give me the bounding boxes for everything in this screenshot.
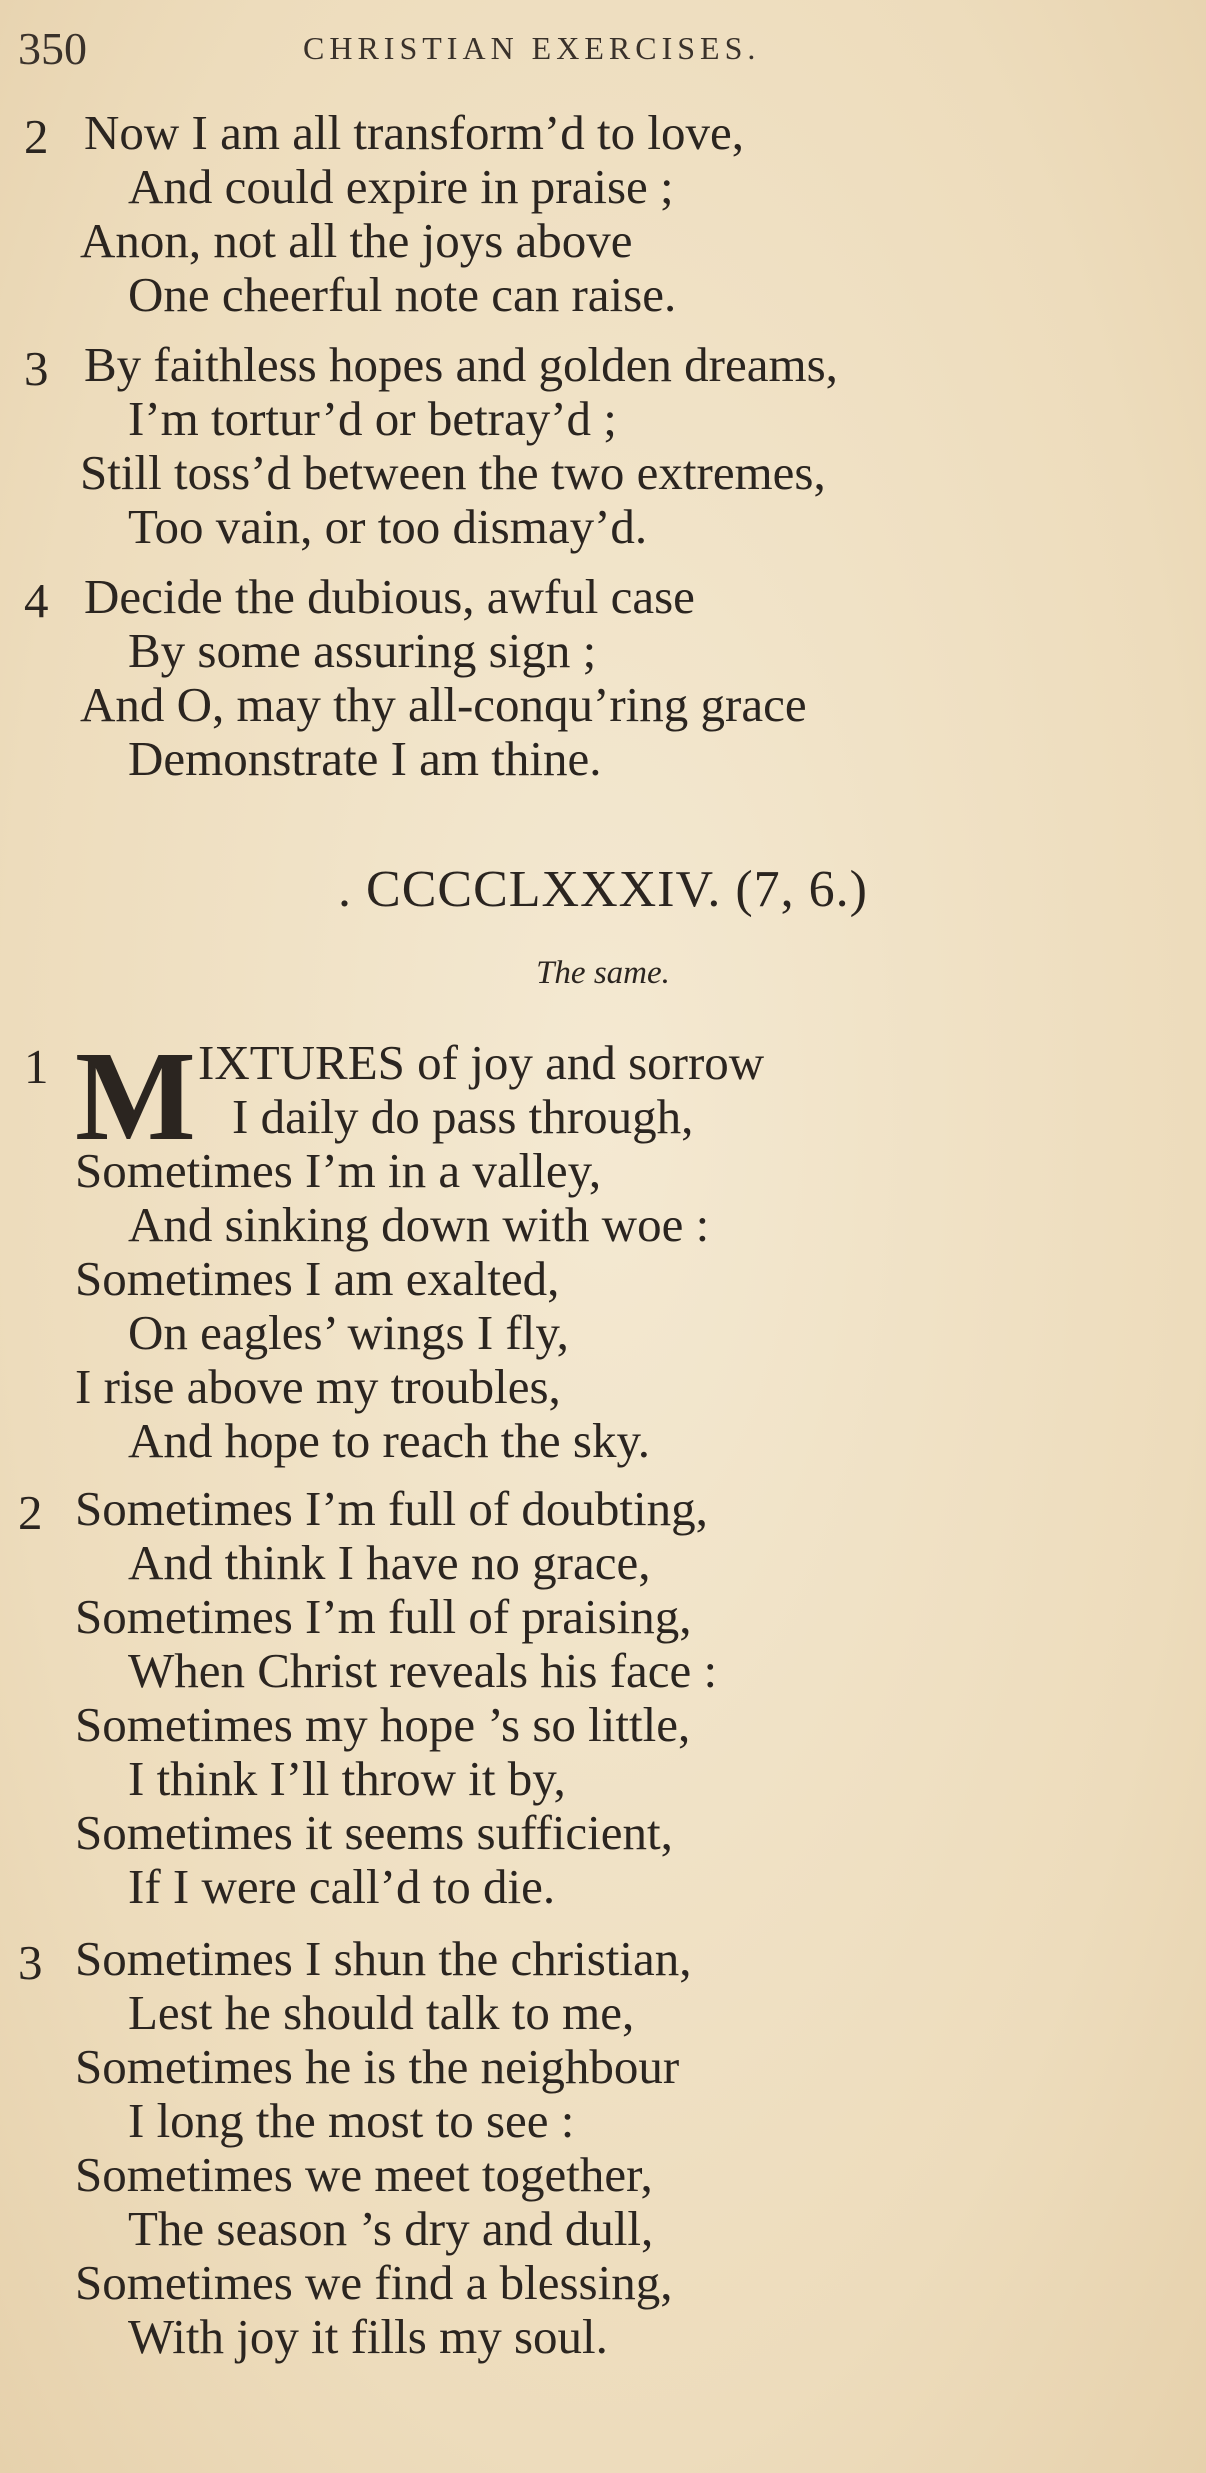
running-title: CHRISTIAN EXERCISES. bbox=[303, 30, 761, 66]
verse-number: 3 bbox=[18, 1935, 43, 1990]
verse-number: 2 bbox=[24, 109, 49, 164]
verse-line: Sometimes it seems sufficient, bbox=[75, 1805, 673, 1860]
verse-line: Lest he should talk to me, bbox=[128, 1985, 635, 2040]
verse-line: Sometimes I’m full of doubting, bbox=[75, 1481, 708, 1536]
verse-line: Still toss’d between the two extremes, bbox=[80, 445, 826, 500]
verse-line: Now I am all transform’d to love, bbox=[84, 105, 744, 160]
verse-line: When Christ reveals his face : bbox=[128, 1643, 718, 1698]
verse-line: One cheerful note can raise. bbox=[128, 267, 677, 322]
verse-line: I rise above my troubles, bbox=[75, 1359, 561, 1414]
verse-line: By faithless hopes and golden dreams, bbox=[84, 337, 838, 392]
verse-line: By some assuring sign ; bbox=[128, 623, 597, 678]
verse-line: And hope to reach the sky. bbox=[128, 1413, 651, 1468]
verse-line: I think I’ll throw it by, bbox=[128, 1751, 566, 1806]
page-number: 350 bbox=[18, 23, 87, 74]
verse-line: IXTURES of joy and sorrow bbox=[198, 1035, 765, 1090]
verse-line: Sometimes I shun the christian, bbox=[75, 1931, 692, 1986]
verse-line: Sometimes I’m in a valley, bbox=[75, 1143, 602, 1198]
verse-line: The season ’s dry and dull, bbox=[128, 2201, 654, 2256]
verse-line: And sinking down with woe : bbox=[128, 1197, 710, 1252]
verse-line: And could expire in praise ; bbox=[128, 159, 674, 214]
verse-line: Sometimes we find a blessing, bbox=[75, 2255, 673, 2310]
verse-line: On eagles’ wings I fly, bbox=[128, 1305, 569, 1360]
verse-line: Decide the dubious, awful case bbox=[84, 569, 695, 624]
hymn-subheading: The same. bbox=[536, 955, 670, 991]
verse-line: Demonstrate I am thine. bbox=[128, 731, 602, 786]
verse-line: Sometimes we meet together, bbox=[75, 2147, 653, 2202]
verse-line: Too vain, or too dismay’d. bbox=[128, 499, 648, 554]
verse-line: Sometimes I am exalted, bbox=[75, 1251, 560, 1306]
running-header bbox=[18, 22, 1206, 82]
verse-line: Sometimes I’m full of praising, bbox=[75, 1589, 692, 1644]
drop-cap: M bbox=[75, 1025, 196, 1167]
hymn-heading: . CCCCLXXXIV. (7, 6.) bbox=[338, 861, 868, 918]
verse-number: 4 bbox=[24, 573, 49, 628]
verse-line: And think I have no grace, bbox=[128, 1535, 651, 1590]
verse-line: If I were call’d to die. bbox=[128, 1859, 556, 1914]
verse-line: Anon, not all the joys above bbox=[80, 213, 633, 268]
verse-line: With joy it fills my soul. bbox=[128, 2309, 608, 2364]
verse-number: 2 bbox=[18, 1485, 43, 1540]
verse-line: And O, may thy all-conqu’ring grace bbox=[80, 677, 807, 732]
verse-number: 3 bbox=[24, 341, 49, 396]
verse-line: Sometimes my hope ’s so little, bbox=[75, 1697, 691, 1752]
verse-number: 1 bbox=[24, 1039, 49, 1094]
verse-line: I daily do pass through, bbox=[232, 1089, 694, 1144]
verse-line: I long the most to see : bbox=[128, 2093, 575, 2148]
verse-line: I’m tortur’d or betray’d ; bbox=[128, 391, 617, 446]
verse-line: Sometimes he is the neighbour bbox=[75, 2039, 680, 2094]
